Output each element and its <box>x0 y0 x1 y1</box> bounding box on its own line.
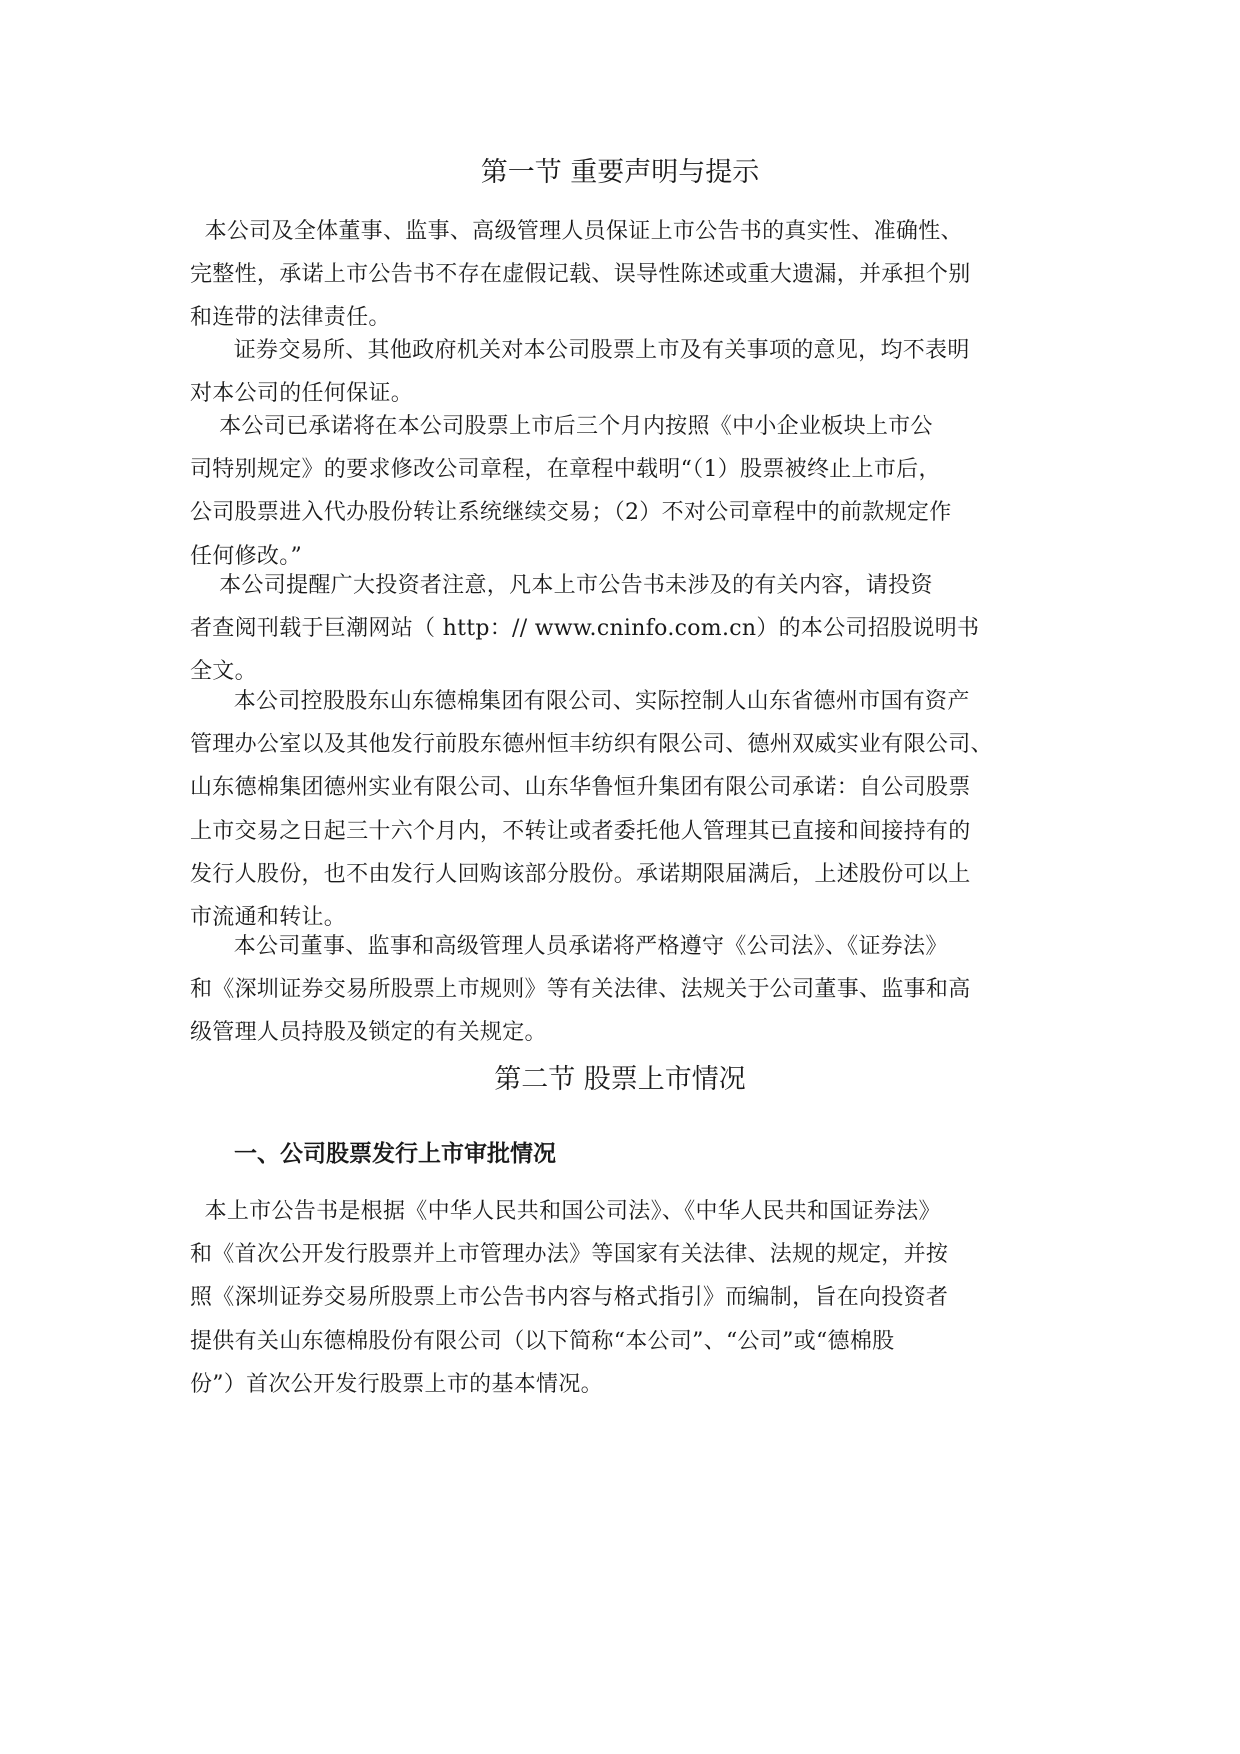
paragraph-liability-statement <box>190 210 1070 340</box>
text-line: 任何修改。” <box>190 543 303 569</box>
text-line: 证券交易所、其他政府机关对本公司股票上市及有关事项的意见，均不表明 <box>190 338 970 363</box>
section-1-title: 第一节 重要声明与提示 <box>480 157 760 188</box>
text-line: 上市交易之日起三十六个月内，不转让或者委托他人管理其已直接和间接持有的 <box>190 818 971 844</box>
subsection-1-title: 一、公司股票发行上市审批情况 <box>234 1141 556 1167</box>
text-line: 提供有关山东德棉股份有限公司（以下简称“本公司”、“公司”或“德棉股 <box>190 1328 895 1354</box>
text-line: 照《深圳证券交易所股票上市公告书内容与格式指引》而编制，旨在向投资者 <box>190 1285 949 1311</box>
text-line: 本公司及全体董事、监事、高级管理人员保证上市公告书的真实性、准确性、 <box>190 219 963 244</box>
text-line: 全文。 <box>190 659 257 685</box>
text-line: 对本公司的任何保证。 <box>190 381 414 407</box>
text-line: 管理办公室以及其他发行前股东德州恒丰纺织有限公司、德州双威实业有限公司、 <box>190 732 993 758</box>
paragraph-articles-amendment <box>190 405 1070 578</box>
text-line: 本公司控股股东山东德棉集团有限公司、实际控制人山东省德州市国有资产 <box>190 689 970 714</box>
text-line: 山东德棉集团德州实业有限公司、山东华鲁恒升集团有限公司承诺：自公司股票 <box>190 775 971 801</box>
text-line: 司特别规定》的要求修改公司章程，在章程中载明“（1）股票被终止上市后， <box>190 457 941 483</box>
text-line: 者查阅刊载于巨潮网站（ http：// www.cninfo.com.cn）的本公司招股说明书 <box>190 616 980 642</box>
paragraph-shareholder-lockup <box>190 680 1070 939</box>
text-line: 本上市公告书是根据《中华人民共和国公司法》、《中华人民共和国证券法》 <box>190 1199 941 1224</box>
text-line: 本公司董事、监事和高级管理人员承诺将严格遵守《公司法》、《证券法》 <box>190 934 948 959</box>
text-line: 本公司提醒广大投资者注意，凡本上市公告书未涉及的有关内容，请投资 <box>190 573 933 598</box>
text-line: 级管理人员持股及锁定的有关规定。 <box>190 1020 547 1046</box>
text-line: 本公司已承诺将在本公司股票上市后三个月内按照《中小企业板块上市公 <box>190 414 933 439</box>
paragraph-listing-basis <box>190 1190 1070 1406</box>
text-line: 发行人股份，也不由发行人回购该部分股份。承诺期限届满后，上述股份可以上 <box>190 861 971 887</box>
text-line: 份”）首次公开发行股票上市的基本情况。 <box>190 1371 603 1397</box>
section-2-title: 第二节 股票上市情况 <box>494 1064 746 1095</box>
paragraph-director-commitment <box>190 925 1070 1055</box>
paragraph-exchange-disclaimer <box>190 329 1070 415</box>
text-line: 公司股票进入代办股份转让系统继续交易；（2）不对公司章程中的前款规定作 <box>190 500 952 526</box>
text-line: 完整性，承诺上市公告书不存在虚假记载、误导性陈述或重大遗漏，并承担个别 <box>190 262 971 288</box>
paragraph-investor-reminder <box>190 564 1070 694</box>
text-line: 和《深圳证券交易所股票上市规则》等有关法律、法规关于公司董事、监事和高 <box>190 977 971 1003</box>
text-line: 和连带的法律责任。 <box>190 305 391 331</box>
text-line: 市流通和转让。 <box>190 905 347 931</box>
text-line: 和《首次公开发行股票并上市管理办法》等国家有关法律、法规的规定，并按 <box>190 1242 949 1268</box>
